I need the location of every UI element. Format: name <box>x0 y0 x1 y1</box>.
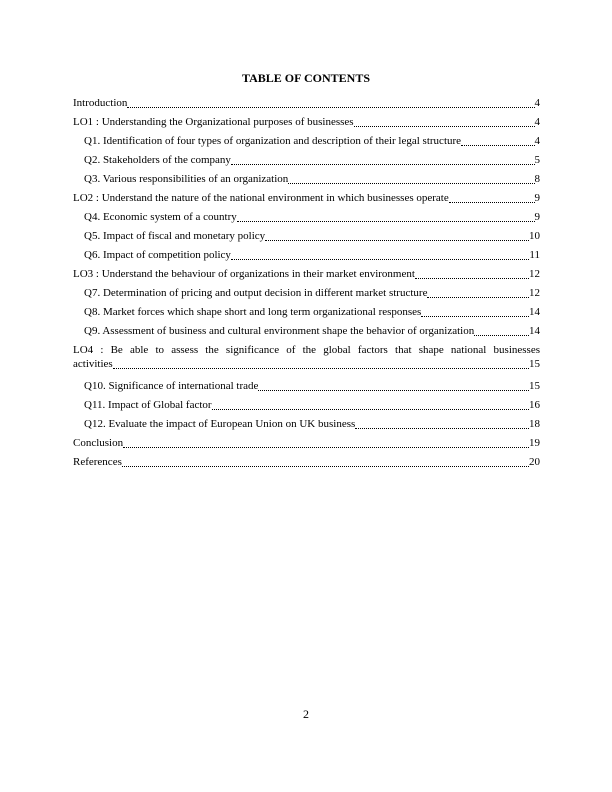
toc-entry-q2[interactable] <box>73 148 540 167</box>
dot-leader <box>421 315 529 317</box>
table-of-contents <box>73 91 540 469</box>
toc-entry-page: 15 <box>529 358 540 370</box>
dot-leader <box>237 220 535 222</box>
toc-entry-page: 11 <box>529 249 540 261</box>
toc-entry-page: 16 <box>529 399 540 411</box>
toc-entry-label: Q3. Various responsibilities of an organization <box>84 173 289 185</box>
dot-leader <box>415 277 529 279</box>
toc-entry-label: LO2 : Understand the nature of the national environment in which businesses operate <box>73 192 449 204</box>
toc-entry-q5[interactable] <box>73 224 540 243</box>
toc-entry-references[interactable] <box>73 450 540 469</box>
dot-leader <box>474 334 529 336</box>
toc-entry-q7[interactable] <box>73 281 540 300</box>
dot-leader <box>231 163 535 165</box>
dot-leader <box>122 465 529 467</box>
toc-entry-label: Q7. Determination of pricing and output decision in different market structure <box>84 287 428 299</box>
toc-entry-q1[interactable] <box>73 129 540 148</box>
toc-entry-q4[interactable] <box>73 205 540 224</box>
toc-entry-q3[interactable] <box>73 167 540 186</box>
dot-leader <box>258 389 529 391</box>
toc-entry-label: Q8. Market forces which shape short and long term organizational responses <box>84 306 422 318</box>
toc-entry-page: 4 <box>534 97 540 109</box>
toc-entry-label-continued <box>73 358 540 371</box>
dot-leader <box>113 367 529 369</box>
toc-entry-lo3[interactable] <box>73 262 540 281</box>
toc-entry-page: 4 <box>534 116 540 128</box>
toc-entry-page: 14 <box>529 306 540 318</box>
toc-entry-page: 9 <box>534 192 540 204</box>
toc-entry-page: 19 <box>529 437 540 449</box>
dot-leader <box>427 296 529 298</box>
toc-title: TABLE OF CONTENTS <box>241 71 371 85</box>
toc-entry-label: LO4 : Be able to assess the significance of the global factors that shape national businesses <box>73 344 540 356</box>
toc-entry-lo1[interactable] <box>73 110 540 129</box>
toc-entry-label: LO3 : Understand the behaviour of organizations in their market environment <box>73 268 415 280</box>
page-number: 2 <box>303 707 309 721</box>
toc-entry-label: Q6. Impact of competition policy <box>84 249 231 261</box>
toc-entry-lo4[interactable] <box>73 338 540 371</box>
toc-entry-page: 8 <box>534 173 540 185</box>
dot-leader <box>355 427 529 429</box>
toc-entry-label: Q9. Assessment of business and cultural environment shape the behavior of organization <box>84 325 475 337</box>
toc-entry-page: 15 <box>529 380 540 392</box>
dot-leader <box>231 258 529 260</box>
toc-entry-label: Q4. Economic system of a country <box>84 211 237 223</box>
dot-leader <box>123 446 529 448</box>
dot-leader <box>127 106 534 108</box>
toc-entry-page: 14 <box>529 325 540 337</box>
toc-entry-q8[interactable] <box>73 300 540 319</box>
toc-entry-label: LO1 : Understanding the Organizational purposes of businesses <box>73 116 354 128</box>
toc-entry-label: Q2. Stakeholders of the company <box>84 154 231 166</box>
dot-leader <box>288 182 534 184</box>
dot-leader <box>354 125 535 127</box>
toc-entry-label: Q12. Evaluate the impact of European Union on UK business <box>84 418 356 430</box>
toc-entry-label: Q11. Impact of Global factor <box>84 399 212 411</box>
toc-entry-label: Conclusion <box>73 437 124 449</box>
toc-entry-introduction[interactable] <box>73 91 540 110</box>
toc-entry-q12[interactable] <box>73 412 540 431</box>
toc-entry-label: References <box>73 456 122 468</box>
toc-entry-label: activities <box>73 358 113 370</box>
dot-leader <box>461 144 534 146</box>
toc-entry-lo2[interactable] <box>73 186 540 205</box>
toc-entry-label: Q10. Significance of international trade <box>84 380 259 392</box>
toc-entry-q6[interactable] <box>73 243 540 262</box>
toc-entry-page: 20 <box>529 456 540 468</box>
toc-entry-label: Q5. Impact of fiscal and monetary policy <box>84 230 266 242</box>
toc-entry-page: 9 <box>534 211 540 223</box>
toc-entry-page: 4 <box>534 135 540 147</box>
dot-leader <box>265 239 529 241</box>
toc-entry-page: 12 <box>529 287 540 299</box>
toc-entry-label: Q1. Identification of four types of organization and description of their legal structure <box>84 135 462 147</box>
toc-entry-q9[interactable] <box>73 319 540 338</box>
toc-entry-page: 12 <box>529 268 540 280</box>
toc-entry-label: Introduction <box>73 97 128 109</box>
toc-entry-page: 10 <box>529 230 540 242</box>
dot-leader <box>449 201 535 203</box>
toc-entry-page: 18 <box>529 418 540 430</box>
toc-entry-q10[interactable] <box>73 374 540 393</box>
toc-entry-q11[interactable] <box>73 393 540 412</box>
toc-entry-page: 5 <box>534 154 540 166</box>
toc-entry-conclusion[interactable] <box>73 431 540 450</box>
dot-leader <box>212 408 529 410</box>
